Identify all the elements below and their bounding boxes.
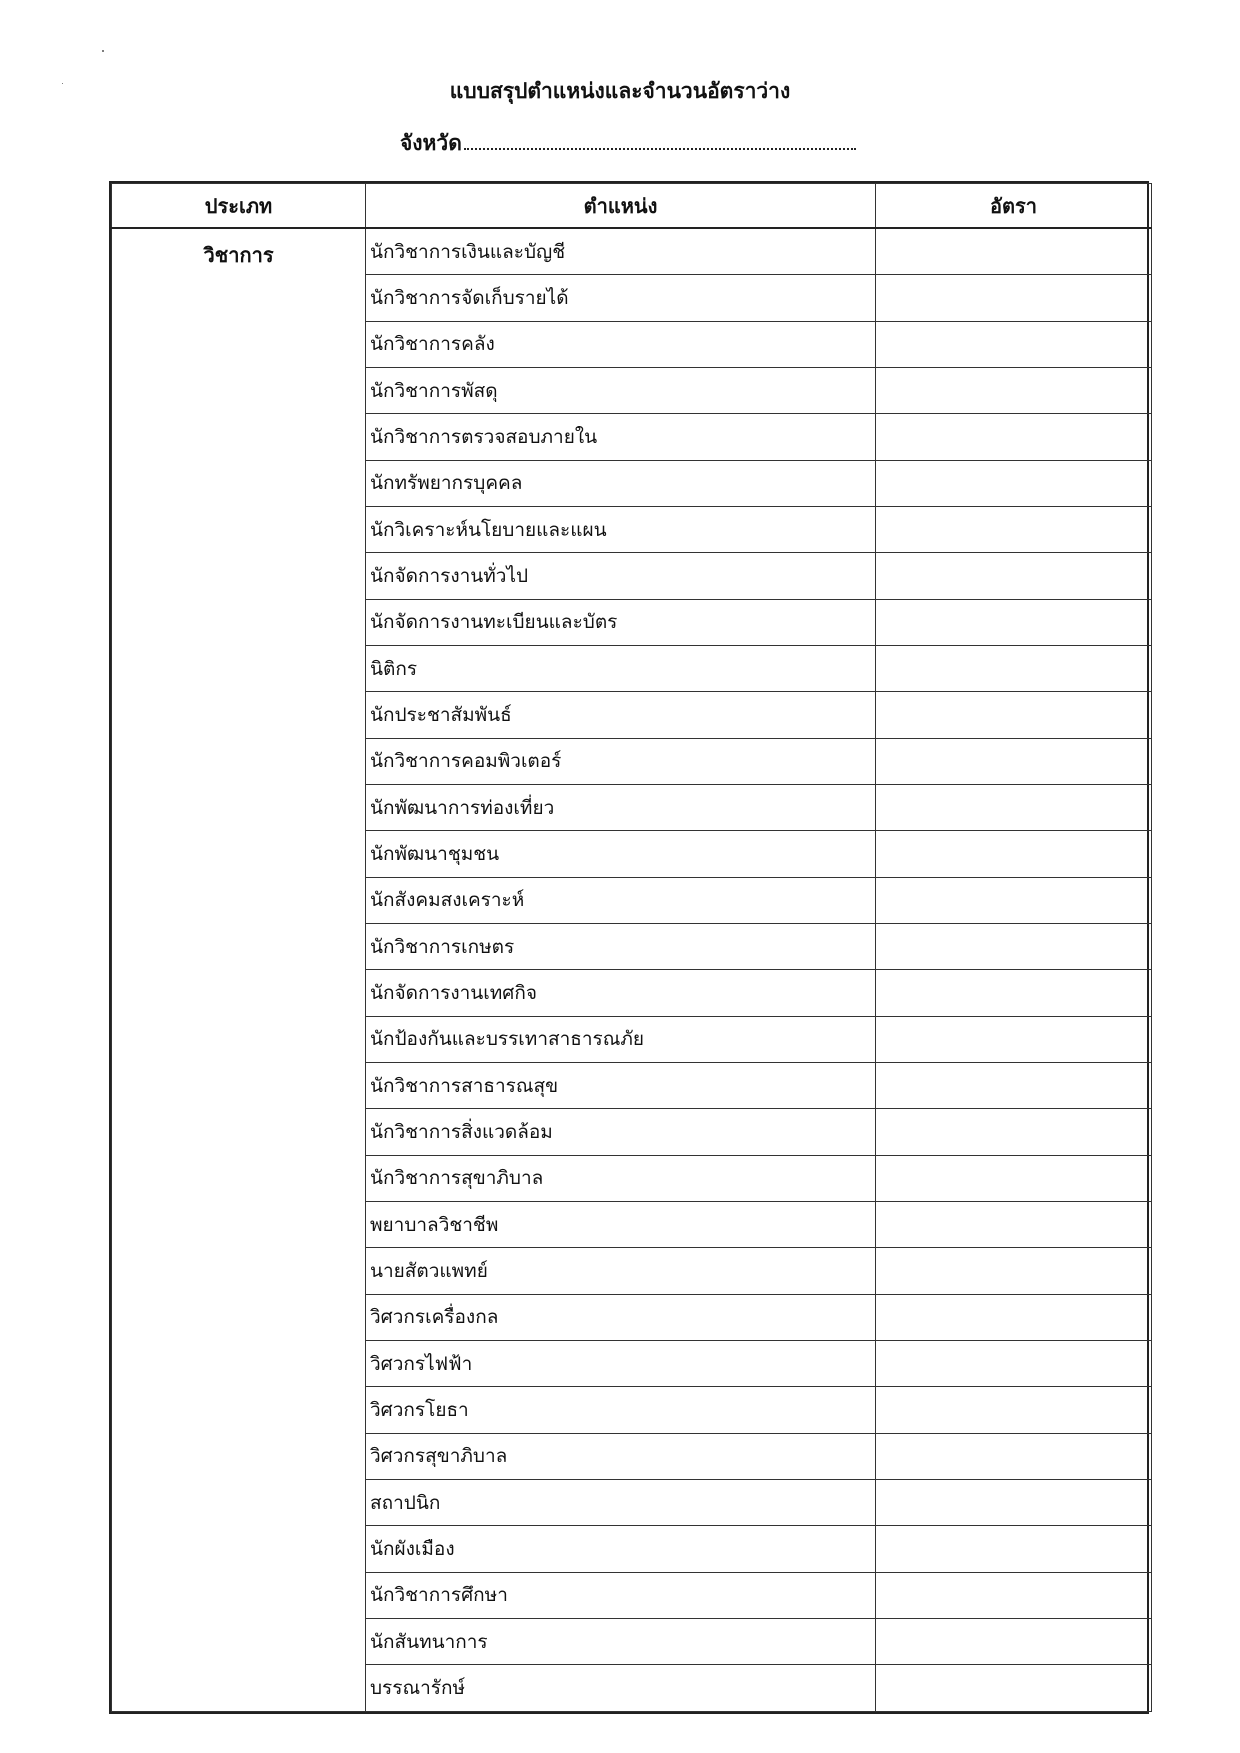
document-title: แบบสรุปตำแหน่งและจำนวนอัตราว่าง [449,79,791,103]
rate-cell[interactable] [876,1155,1152,1201]
rate-cell[interactable] [876,1062,1152,1108]
position-cell: นักวิชาการคลัง [366,321,876,367]
province-line [400,128,856,158]
position-cell: นักสังคมสงเคราะห์ [366,877,876,923]
position-cell: วิศวกรไฟฟ้า [366,1340,876,1386]
position-cell: นักวิชาการสาธารณสุข [366,1062,876,1108]
rate-cell[interactable] [876,1340,1152,1386]
rate-cell[interactable] [876,784,1152,830]
rate-cell[interactable] [876,1479,1152,1525]
position-cell: นายสัตวแพทย์ [366,1248,876,1294]
header-type: ประเภท [112,184,366,229]
position-cell: สถาปนิก [366,1479,876,1525]
table-header-row [112,184,1152,229]
position-cell: บรรณารักษ์ [366,1665,876,1712]
position-cell: นักจัดการงานทั่วไป [366,553,876,599]
rate-cell[interactable] [876,599,1152,645]
position-cell: นักจัดการงานทะเบียนและบัตร [366,599,876,645]
position-cell: นักพัฒนาการท่องเที่ยว [366,784,876,830]
rate-cell[interactable] [876,1248,1152,1294]
rate-cell[interactable] [876,970,1152,1016]
table-row [112,228,1152,275]
position-cell: นักวิชาการพัสดุ [366,368,876,414]
position-cell: วิศวกรโยธา [366,1387,876,1433]
rate-cell[interactable] [876,1201,1152,1247]
rate-cell[interactable] [876,1572,1152,1618]
position-cell: นักทรัพยากรบุคคล [366,460,876,506]
rate-cell[interactable] [876,368,1152,414]
rate-cell[interactable] [876,1665,1152,1712]
position-cell: นิติกร [366,645,876,691]
rate-cell[interactable] [876,923,1152,969]
position-cell: นักผังเมือง [366,1526,876,1572]
province-fill-blank[interactable] [464,132,856,150]
vacancy-table [111,183,1152,1712]
rate-cell[interactable] [876,738,1152,784]
position-cell: พยาบาลวิชาชีพ [366,1201,876,1247]
rate-cell[interactable] [876,553,1152,599]
rate-cell[interactable] [876,692,1152,738]
position-cell: นักวิชาการศึกษา [366,1572,876,1618]
position-cell: นักวิชาการเกษตร [366,923,876,969]
position-cell: นักวิชาการตรวจสอบภายใน [366,414,876,460]
rate-cell[interactable] [876,275,1152,321]
province-label: จังหวัด [400,131,462,155]
position-cell: วิศวกรสุขาภิบาล [366,1433,876,1479]
position-cell: นักวิชาการคอมพิวเตอร์ [366,738,876,784]
rate-cell[interactable] [876,506,1152,552]
position-cell: นักสันทนาการ [366,1618,876,1664]
position-cell: นักวิชาการสุขาภิบาล [366,1155,876,1201]
rate-cell[interactable] [876,1526,1152,1572]
position-cell: นักวิชาการจัดเก็บรายได้ [366,275,876,321]
rate-cell[interactable] [876,877,1152,923]
rate-cell[interactable] [876,460,1152,506]
position-cell: นักป้องกันและบรรเทาสาธารณภัย [366,1016,876,1062]
scan-speck [102,50,104,52]
position-cell: นักจัดการงานเทศกิจ [366,970,876,1016]
rate-cell[interactable] [876,1433,1152,1479]
rate-cell[interactable] [876,1387,1152,1433]
position-cell: นักประชาสัมพันธ์ [366,692,876,738]
table-body [112,228,1152,1712]
position-cell: นักพัฒนาชุมชน [366,831,876,877]
rate-cell[interactable] [876,1618,1152,1664]
rate-cell[interactable] [876,1016,1152,1062]
category-cell: วิชาการ [112,228,366,1712]
rate-cell[interactable] [876,831,1152,877]
vacancy-table-frame [109,181,1149,1714]
rate-cell[interactable] [876,228,1152,275]
rate-cell[interactable] [876,645,1152,691]
header-position: ตำแหน่ง [366,184,876,229]
rate-cell[interactable] [876,321,1152,367]
rate-cell[interactable] [876,1109,1152,1155]
rate-cell[interactable] [876,414,1152,460]
header-rate: อัตรา [876,184,1152,229]
position-cell: วิศวกรเครื่องกล [366,1294,876,1340]
position-cell: นักวิชาการสิ่งแวดล้อม [366,1109,876,1155]
position-cell: นักวิชาการเงินและบัญชี [366,228,876,275]
position-cell: นักวิเคราะห์นโยบายและแผน [366,506,876,552]
rate-cell[interactable] [876,1294,1152,1340]
